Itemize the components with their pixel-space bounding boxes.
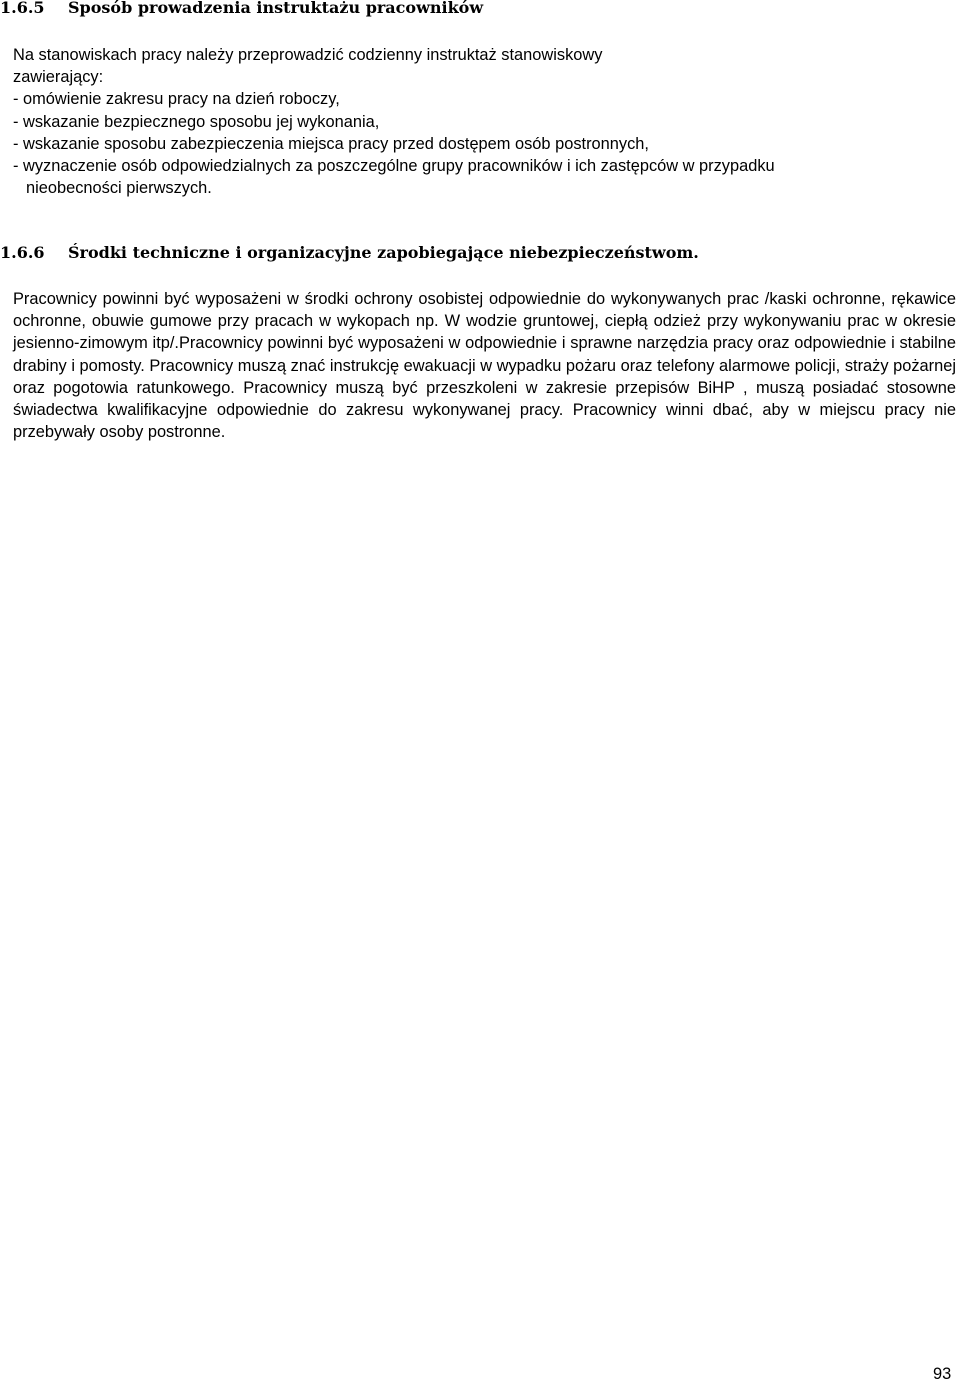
section-heading-1-6-6: [0, 243, 699, 263]
section-heading-1-6-5: [0, 0, 483, 18]
intro-line: Na stanowiskach pracy należy przeprowadzić codzienny instruktaż stanowiskowy: [13, 46, 603, 64]
list-item: - wskazanie bezpiecznego sposobu jej wykonania,: [13, 112, 380, 131]
body-paragraph: Pracownicy powinni być wyposażeni w środki ochrony osobistej odpowiednie do wykonywanych prac /kaski ochronne, rękawice ochronne, obuwie gumowe przy pracach w wykopach np. W wodzie gruntowej, ciepłą odzież przy wykonywaniu prac w okresie jesienno-zimowym itp/.Pracownicy powinni być wyposażeni w odpowiednie i sprawne narzędzia pracy oraz odpowiednie i stabilne drabiny i pomosty. Pracownicy muszą znać instrukcję ewakuacji w wypadku pożaru oraz telefony alarmowe policji, straży pożarnej oraz pogotowia ratunkowego. Pracownicy muszą być przeszkoleni w zakresie przepisów BiHP , muszą posiadać stosowne świadectwa kwalifikacyjne odpowiednie do zakresu wykonywanej pracy. Pracownicy winni dbać, aby w miejscu pracy nie przebywały osoby postronne.: [13, 290, 956, 442]
section-number: 1.6.6: [0, 243, 45, 262]
instruction-list: [13, 44, 913, 199]
list-item: - wskazanie sposobu zabezpieczenia miejsca pracy przed dostępem osób postronnych,: [13, 134, 649, 153]
section-title: Środki techniczne i organizacyjne zapobiegające niebezpieczeństwom.: [68, 243, 699, 262]
intro-line: zawierający:: [13, 68, 104, 87]
list-item: - wyznaczenie osób odpowiedzialnych za poszczególne grupy pracowników i ich zastępców w przypadku: [13, 157, 775, 176]
list-item: - omówienie zakresu pracy na dzień roboczy,: [13, 90, 340, 109]
list-item-continuation: nieobecności pierwszych.: [26, 179, 212, 198]
section-number: 1.6.5: [0, 0, 45, 17]
section-title: Sposób prowadzenia instruktażu pracowników: [68, 0, 484, 17]
page-number: 93: [933, 1365, 952, 1383]
